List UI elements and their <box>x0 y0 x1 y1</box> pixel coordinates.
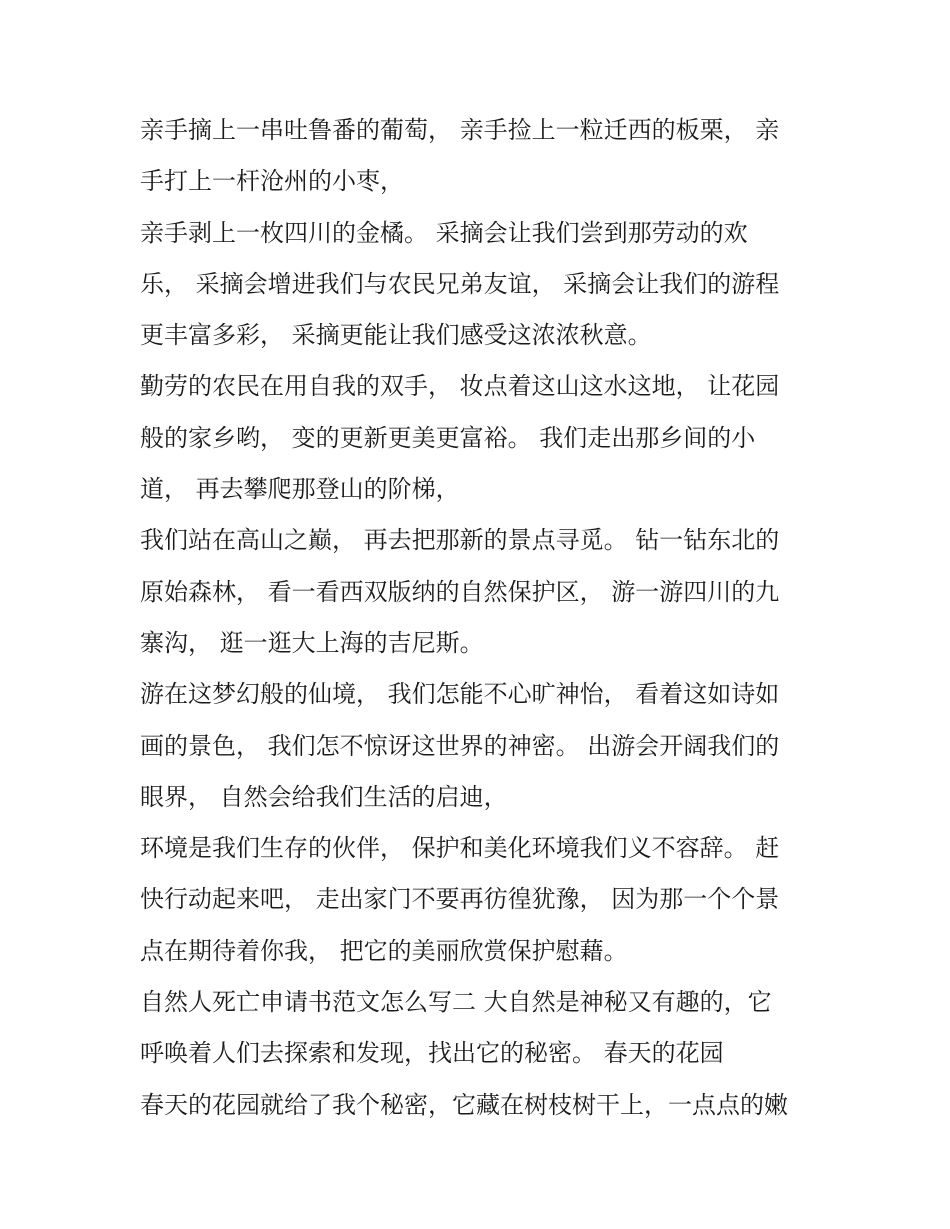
text-line-1: 亲手摘上一串吐鲁番的葡萄， 亲手捡上一粒迁西的板栗， 亲 <box>140 116 780 144</box>
text-line-8: 道， 再去攀爬那登山的阶梯， <box>140 475 460 504</box>
text-line-19: 呼唤着人们去探索和发现，找出它的秘密。 春天的花园 <box>140 1039 724 1068</box>
text-line-7: 般的家乡哟， 变的更新更美更富裕。 我们走出那乡间的小 <box>140 423 756 452</box>
document-body <box>140 108 830 1134</box>
text-line-12: 游在这梦幻般的仙境， 我们怎能不心旷神怡， 看着这如诗如 <box>140 680 780 709</box>
text-line-2: 手打上一杆沧州的小枣， <box>140 167 404 196</box>
text-line-17: 点在期待着你我， 把它的美丽欣赏保护慰藉。 <box>140 936 628 965</box>
text-line-3: 亲手剥上一枚四川的金橘。 采摘会让我们尝到那劳动的欢 <box>140 218 748 247</box>
text-line-9: 我们站在高山之巅， 再去把那新的景点寻觅。 钻一钻东北的 <box>140 526 780 555</box>
text-line-4: 乐， 采摘会增进我们与农民兄弟友谊， 采摘会让我们的游程 <box>140 269 780 298</box>
text-line-16: 快行动起来吧， 走出家门不要再彷徨犹豫， 因为那一个个景 <box>140 885 780 914</box>
text-line-10: 原始森林， 看一看西双版纳的自然保护区， 游一游四川的九 <box>140 577 780 606</box>
text-line-15: 环境是我们生存的伙伴， 保护和美化环境我们义不容辞。 赶 <box>140 834 780 863</box>
text-line-5: 更丰富多彩， 采摘更能让我们感受这浓浓秋意。 <box>140 321 652 350</box>
text-line-18: 自然人死亡申请书范文怎么写二 大自然是神秘又有趣的，它 <box>140 988 772 1017</box>
text-line-6: 勤劳的农民在用自我的双手， 妆点着这山这水这地， 让花园 <box>140 372 780 401</box>
text-line-13: 画的景色， 我们怎不惊讶这世界的神密。 出游会开阔我们的 <box>140 731 780 760</box>
text-line-11: 寨沟， 逛一逛大上海的吉尼斯。 <box>140 628 484 657</box>
text-line-14: 眼界， 自然会给我们生活的启迪， <box>140 782 508 811</box>
text-line-20: 春天的花园就给了我个秘密，它藏在树枝树干上，一点点的嫩 <box>140 1090 788 1119</box>
